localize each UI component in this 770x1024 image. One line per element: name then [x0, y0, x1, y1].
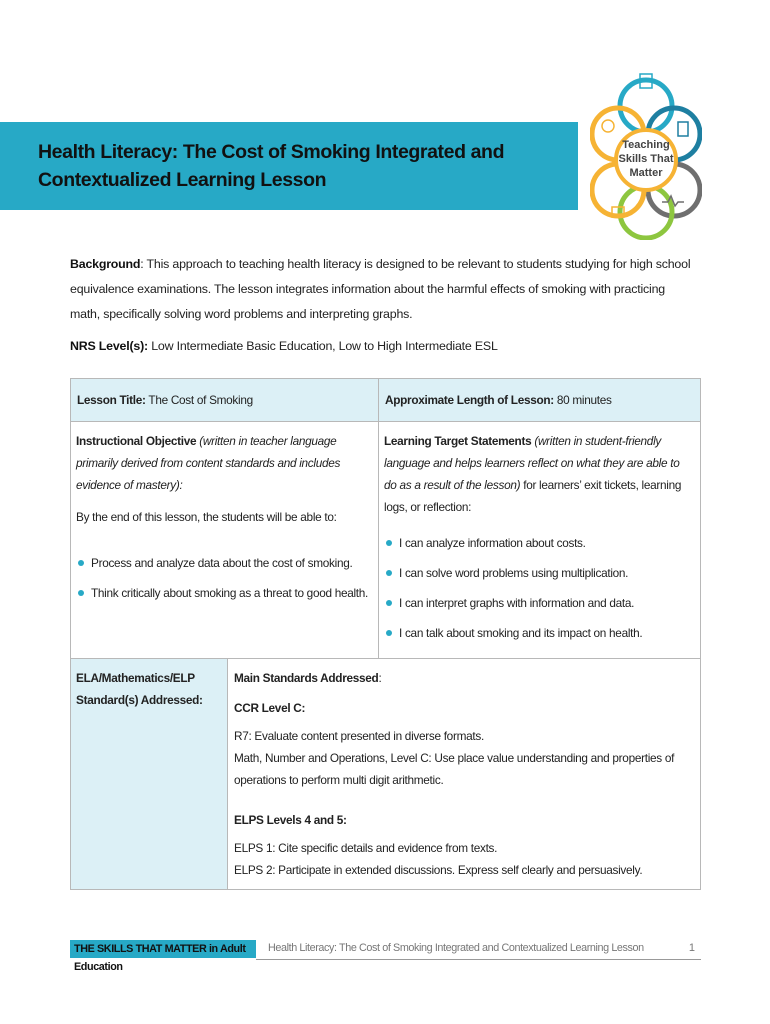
nrs-level [70, 334, 695, 359]
background-text: : This approach to teaching health literacy is designed to be relevant to students studying for high school equivalence examinations. The lesson integrates information about the harmful effects of smoking with practicing math, specifically solving word problems and interpreting graphs. [70, 257, 691, 321]
background-label: Background [70, 257, 141, 271]
footer-program-label: THE SKILLS THAT MATTER in Adult Education [70, 940, 256, 958]
elps-label: ELPS Levels 4 and 5: [234, 813, 347, 827]
objective-note: (written in teacher language primarily derived from content standards and includes evidence of mastery): [76, 434, 341, 492]
teaching-skills-logo [590, 62, 702, 240]
footer-document-title: Health Literacy: The Cost of Smoking Integrated and Contextualized Learning Lesson [268, 942, 644, 954]
lesson-title-cell [71, 379, 379, 422]
logo-line-1: Teaching [622, 139, 670, 151]
list-item: I can analyze information about costs. [384, 528, 694, 558]
footer-divider [256, 959, 701, 960]
lesson-title-value: The Cost of Smoking [145, 393, 253, 407]
main-standards-label: Main Standards Addressed [234, 671, 379, 685]
objective-label: Instructional Objective [76, 434, 197, 448]
logo-line-2: Skills That [618, 153, 674, 165]
page-number: 1 [688, 942, 695, 954]
lesson-length-cell [379, 379, 701, 422]
ccr-item: R7: Evaluate content presented in diverse formats. [234, 729, 484, 743]
targets-tail: for learners’ exit tickets, learning logs, or reflection: [384, 478, 682, 514]
nrs-text: Low Intermediate Basic Education, Low to High Intermediate ESL [147, 339, 498, 353]
objective-list [76, 548, 372, 608]
list-item: I can solve word problems using multiplication. [384, 558, 694, 588]
targets-label: Learning Target Statements [384, 434, 532, 448]
ccr-label: CCR Level C: [234, 701, 306, 715]
objective-intro: By the end of this lesson, the students will be able to: [76, 510, 337, 524]
instructional-objective-cell [71, 422, 379, 659]
standards-label-cell: ELA/Mathematics/ELP Standard(s) Addressed: [71, 659, 228, 889]
title-banner [0, 122, 578, 210]
logo-line-3: Matter [629, 167, 663, 179]
lesson-length-value: 80 minutes [553, 393, 612, 407]
list-item: Think critically about smoking as a threat to good health. [76, 578, 372, 608]
page-title: Health Literacy: The Cost of Smoking Integrated and Contextualized Learning Lesson [38, 141, 505, 191]
list-item: I can interpret graphs with information and data. [384, 588, 694, 618]
lesson-table [70, 378, 701, 890]
elps-item: ELPS 1: Cite specific details and evidence from texts. [234, 841, 498, 855]
background-paragraph [70, 252, 695, 327]
ccr-item: Math, Number and Operations, Level C: Use place value understanding and properties of operations to perform multi digit arithmetic. [234, 751, 675, 787]
learning-targets-cell [379, 422, 701, 659]
page-footer [70, 940, 701, 973]
standards-content-cell [228, 659, 701, 889]
lesson-header-row [71, 379, 701, 422]
list-item: I can talk about smoking and its impact on health. [384, 618, 694, 648]
lesson-length-label: Approximate Length of Lesson: [385, 393, 554, 407]
lesson-title-label: Lesson Title: [77, 393, 146, 407]
nrs-label: NRS Level(s): [70, 339, 148, 353]
brain-icon [602, 120, 614, 132]
objectives-row [71, 422, 701, 659]
elps-item: ELPS 2: Participate in extended discussions. Express self clearly and persuasively. [234, 863, 643, 877]
main-standards-colon: : [378, 671, 382, 685]
targets-note: (written in student-friendly language and helps learners reflect on what they are able to do as a result of the lesson) [384, 434, 680, 492]
list-item: Process and analyze data about the cost of smoking. [76, 548, 372, 578]
targets-list [384, 528, 694, 648]
standards-cell [71, 659, 701, 890]
standards-table [71, 659, 700, 889]
calculator-icon [678, 122, 688, 136]
